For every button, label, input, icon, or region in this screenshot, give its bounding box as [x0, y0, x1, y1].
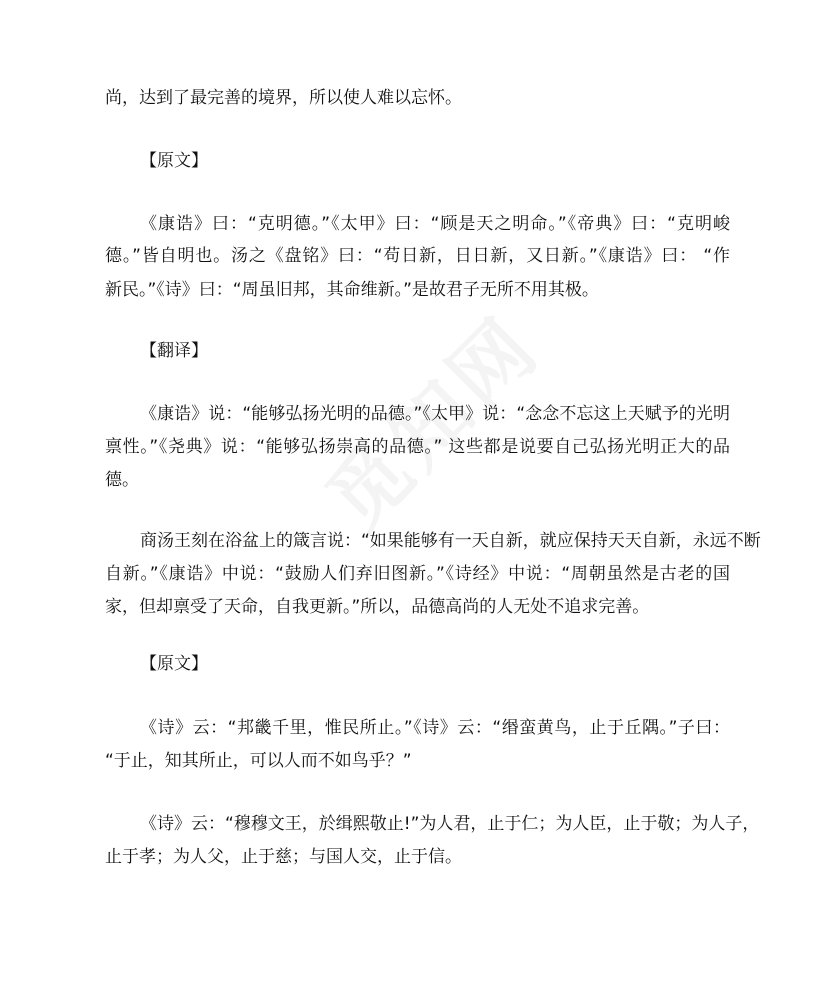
paragraph-line: 止于孝；为人父，止于慈；与国人交，止于信。: [105, 847, 462, 867]
paragraph-line: 禀性。”《尧典》说：“能够弘扬崇高的品德。” 这些都是说要自己弘扬光明正大的品: [105, 437, 730, 457]
paragraph-line: 德。”皆自明也。汤之《盘铭》曰：“苟日新，日日新，又日新。”《康诰》曰： “作: [105, 246, 730, 266]
paragraph-line: 新民。”《诗》曰：“周虽旧邦，其命维新。”是故君子无所不用其极。: [105, 280, 599, 300]
paragraph-line: 《诗》云：“邦畿千里，惟民所止。”《诗》云：“缗蛮黄鸟，止于丘隅。”子曰：: [140, 718, 730, 738]
paragraph-line: 商汤王刻在浴盆上的箴言说：“如果能够有一天自新，就应保持天天自新，永远不断: [140, 531, 761, 551]
paragraph-line: 自新。”《康诰》中说：“鼓励人们弃旧图新。”《诗经》中说：“周朝虽然是古老的国: [105, 564, 730, 584]
section-heading-translation: 【翻译】: [140, 341, 208, 361]
section-heading-original: 【原文】: [140, 151, 208, 171]
paragraph-line: “于止，知其所止，可以人而不如鸟乎？”: [105, 751, 412, 771]
paragraph-line: 《康诰》说：“能够弘扬光明的品德。”《太甲》说：“念念不忘这上天赋予的光明: [140, 404, 730, 424]
paragraph-line: 尚，达到了最完善的境界，所以使人难以忘怀。: [105, 88, 462, 108]
section-heading-original: 【原文】: [140, 654, 208, 674]
paragraph-line: 《诗》云：“穆穆文王，於缉熙敬止!”为人君，止于仁；为人臣，止于敬；为人子，: [140, 814, 760, 834]
paragraph-line: 家，但却禀受了天命，自我更新。”所以，品德高尚的人无处不追求完善。: [105, 597, 650, 617]
paragraph-line: 德。: [105, 470, 139, 490]
paragraph-line: 《康诰》曰：“克明德。”《太甲》曰：“顾是天之明命。”《帝典》曰：“克明峻: [140, 214, 730, 234]
